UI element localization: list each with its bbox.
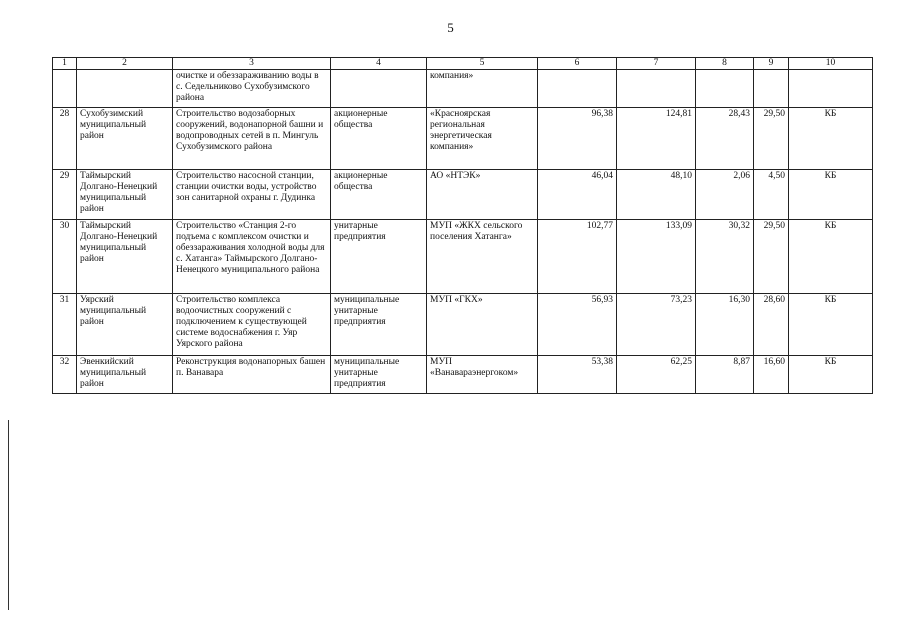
district-cell: Таймырский Долгано-Ненецкий муниципальный район [77,220,173,294]
owner-cell: АО «НТЭК» [427,170,538,220]
district-cell: Уярский муниципальный район [77,294,173,356]
row-index: 30 [53,220,77,294]
value-cell-7: 133,09 [617,220,696,294]
budget-cell: КБ [789,170,873,220]
header-cell: 10 [789,58,873,70]
value-cell-6: 46,04 [538,170,617,220]
value-cell-9: 28,60 [754,294,789,356]
table-row [53,108,873,170]
value-cell-8: 2,06 [696,170,754,220]
budget-cell: КБ [789,294,873,356]
value-cell-8: 30,32 [696,220,754,294]
table-row [53,170,873,220]
value-cell-9: 16,60 [754,356,789,394]
owner-cell: МУП «ГКХ» [427,294,538,356]
object-cell: Строительство комплекса водоочистных сооружений с подключением к существующей системе водоснабжения г. Уяр Уярского района [173,294,331,356]
value-cell-9 [754,70,789,108]
value-cell-7: 73,23 [617,294,696,356]
value-cell-8: 28,43 [696,108,754,170]
budget-cell: КБ [789,220,873,294]
value-cell-6 [538,70,617,108]
value-cell-7: 62,25 [617,356,696,394]
value-cell-8: 8,87 [696,356,754,394]
owner-cell: «Красноярская региональная энергетическая компания» [427,108,538,170]
table-row [53,220,873,294]
page-number: 5 [447,20,454,35]
org-form-cell: акционерные общества [331,170,427,220]
header-cell: 4 [331,58,427,70]
owner-cell: МУП «Ванавараэнергоком» [427,356,538,394]
table-row [53,70,873,108]
header-cell: 2 [77,58,173,70]
value-cell-7 [617,70,696,108]
header-row [53,58,873,70]
row-index: 28 [53,108,77,170]
object-cell: очистке и обеззараживанию воды в с. Седельниково Сухобузимского района [173,70,331,108]
row-index: 32 [53,356,77,394]
budget-cell [789,70,873,108]
budget-cell: КБ [789,356,873,394]
value-cell-9: 29,50 [754,108,789,170]
value-cell-7: 124,81 [617,108,696,170]
org-form-cell: муниципальные унитарные предприятия [331,356,427,394]
header-cell: 5 [427,58,538,70]
header-cell: 6 [538,58,617,70]
header-cell: 7 [617,58,696,70]
owner-cell: компания» [427,70,538,108]
header-cell: 1 [53,58,77,70]
owner-cell: МУП «ЖКХ сельского поселения Хатанга» [427,220,538,294]
row-index: 31 [53,294,77,356]
value-cell-8 [696,70,754,108]
value-cell-6: 56,93 [538,294,617,356]
district-cell [77,70,173,108]
district-cell: Эвенкийский муниципальный район [77,356,173,394]
value-cell-8: 16,30 [696,294,754,356]
row-index: 29 [53,170,77,220]
object-cell: Строительство насосной станции, станции очистки воды, устройство зон санитарной охраны г. Дудинка [173,170,331,220]
value-cell-9: 29,50 [754,220,789,294]
header-cell: 3 [173,58,331,70]
value-cell-9: 4,50 [754,170,789,220]
district-cell: Сухобузимский муниципальный район [77,108,173,170]
investment-table [52,57,873,394]
object-cell: Реконструкция водонапорных башен п. Ванавара [173,356,331,394]
row-index [53,70,77,108]
table-row [53,356,873,394]
budget-cell: КБ [789,108,873,170]
value-cell-6: 53,38 [538,356,617,394]
org-form-cell: унитарные предприятия [331,220,427,294]
org-form-cell: муниципальные унитарные предприятия [331,294,427,356]
scan-edge-line [8,420,9,610]
org-form-cell: акционерные общества [331,108,427,170]
header-cell: 9 [754,58,789,70]
org-form-cell [331,70,427,108]
object-cell: Строительство «Станция 2-го подъема с комплексом очистки и обеззараживания холодной воды для с. Хатанга» Таймырского Долгано-Ненецкого муниципального района [173,220,331,294]
district-cell: Таймырский Долгано-Ненецкий муниципальный район [77,170,173,220]
table-row [53,294,873,356]
header-cell: 8 [696,58,754,70]
object-cell: Строительство водозаборных сооружений, водонапорной башни и водопроводных сетей в п. Мингуль Сухобузимского района [173,108,331,170]
value-cell-7: 48,10 [617,170,696,220]
value-cell-6: 102,77 [538,220,617,294]
value-cell-6: 96,38 [538,108,617,170]
